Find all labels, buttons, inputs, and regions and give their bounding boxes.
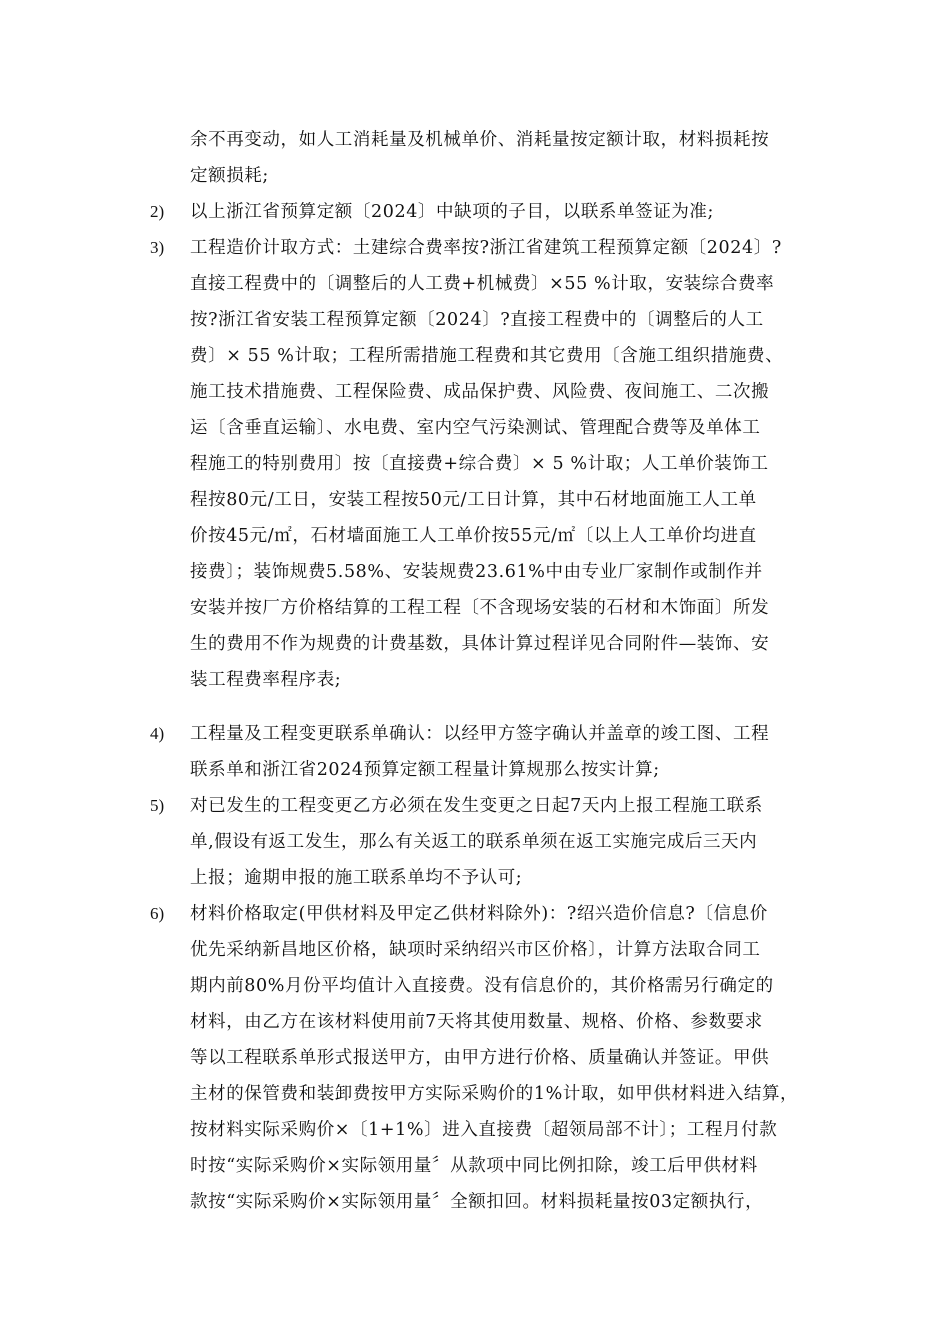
text-line: 装工程费率程序表; bbox=[190, 670, 342, 690]
text-line: 主材的保管费和装卸费按甲方实际采购价的1%计取，如甲供材料进入结算， bbox=[190, 1084, 799, 1104]
text-line: 等以工程联系单形式报送甲方，由甲方进行价格、质量确认并签证。甲供 bbox=[190, 1048, 770, 1068]
text-line: 对已发生的工程变更乙方必须在发生变更之日起7天内上报工程施工联系 bbox=[190, 796, 763, 816]
text-line: 运〔含垂直运输〕、水电费、室内空气污染测试、管理配合费等及单体工 bbox=[190, 418, 761, 438]
text-line: 优先采纳新昌地区价格，缺项时采纳绍兴市区价格〕，计算方法取合同工 bbox=[190, 940, 761, 960]
text-line: 按?浙江省安装工程预算定额〔2024〕?直接工程费中的〔调整后的人工 bbox=[190, 310, 764, 330]
text-line: 定额损耗; bbox=[190, 166, 269, 186]
text-line: 工程造价计取方式：土建综合费率按?浙江省建筑工程预算定额〔2024〕? bbox=[190, 238, 782, 258]
text-line: 程按80元/工日，安装工程按50元/工日计算，其中石材地面施工人工单 bbox=[190, 490, 757, 510]
text-line: 程施工的特别费用〕按〔直接费+综合费〕× 5 %计取；人工单价装饰工 bbox=[190, 454, 769, 474]
text-line: 接费〕；装饰规费5.58%、安装规费23.61%中由专业厂家制作或制作并 bbox=[190, 562, 763, 582]
text-line: 联系单和浙江省2024预算定额工程量计算规那么按实计算; bbox=[190, 760, 660, 780]
text-line: 单,假设有返工发生，那么有关返工的联系单须在返工实施完成后三天内 bbox=[190, 832, 758, 852]
text-line: 费〕× 55 %计取；工程所需措施工程费和其它费用〔含施工组织措施费、 bbox=[190, 346, 784, 366]
text-line: 以上浙江省预算定额〔2024〕中缺项的子目，以联系单签证为准; bbox=[190, 202, 715, 222]
text-line: 时按“实际采购价×实际领用量〞从款项中同比例扣除，竣工后甲供材料 bbox=[190, 1156, 758, 1176]
text-line: 工程量及工程变更联系单确认：以经甲方签字确认并盖章的竣工图、工程 bbox=[190, 724, 770, 744]
item-number: 2) bbox=[150, 202, 165, 221]
text-line: 余不再变动，如人工消耗量及机械单价、消耗量按定额计取，材料损耗按 bbox=[190, 130, 770, 150]
item-number: 3) bbox=[150, 238, 165, 257]
text-line: 材料价格取定(甲供材料及甲定乙供材料除外)：?绍兴造价信息?〔信息价 bbox=[190, 904, 768, 924]
text-line: 直接工程费中的〔调整后的人工费+机械费〕×55 %计取，安装综合费率 bbox=[190, 274, 775, 294]
text-line: 按材料实际采购价×〔1+1%〕进入直接费〔超领局部不计〕；工程月付款 bbox=[190, 1120, 778, 1140]
text-line: 安装并按厂方价格结算的工程工程〔不含现场安装的石材和木饰面〕所发 bbox=[190, 598, 770, 618]
text-line: 期内前80%月份平均值计入直接费。没有信息价的，其价格需另行确定的 bbox=[190, 976, 774, 996]
item-number: 5) bbox=[150, 796, 165, 815]
text-line: 款按“实际采购价×实际领用量〞全额扣回。材料损耗量按03定额执行， bbox=[190, 1192, 764, 1212]
item-number: 4) bbox=[150, 724, 165, 743]
text-line: 施工技术措施费、工程保险费、成品保护费、风险费、夜间施工、二次搬 bbox=[190, 382, 770, 402]
text-line: 材料，由乙方在该材料使用前7天将其使用数量、规格、价格、参数要求 bbox=[190, 1012, 763, 1032]
text-line: 上报；逾期申报的施工联系单均不予认可; bbox=[190, 868, 523, 888]
item-number: 6) bbox=[150, 904, 165, 923]
text-line: 生的费用不作为规费的计费基数，具体计算过程详见合同附件—装饰、安 bbox=[190, 634, 770, 654]
text-line: 价按45元/㎡，石材墙面施工人工单价按55元/㎡〔以上人工单价均进直 bbox=[190, 526, 757, 546]
